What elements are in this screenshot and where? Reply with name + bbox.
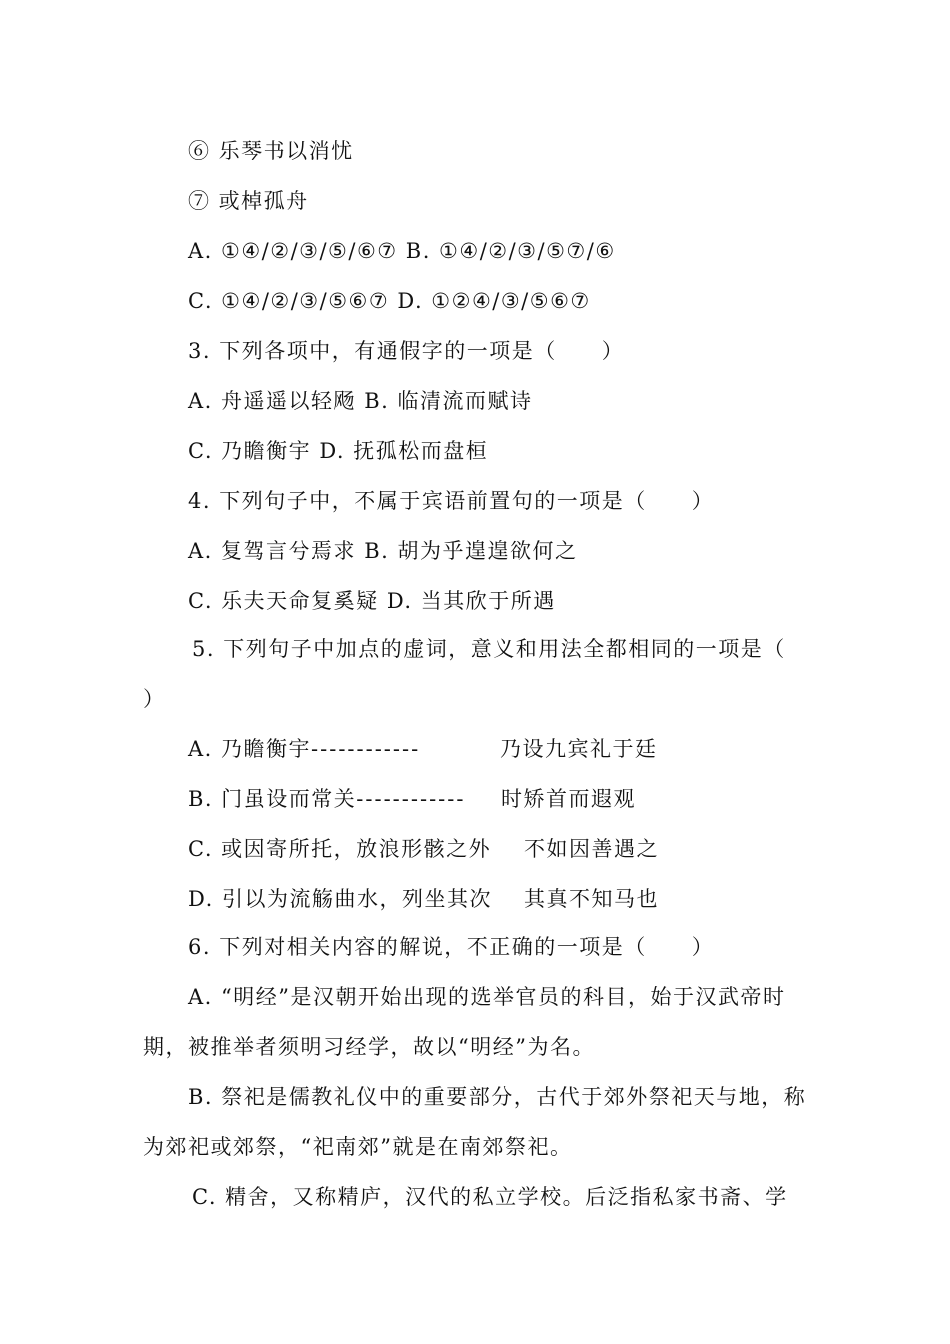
text-line: ⑦ 或棹孤舟 [188, 189, 309, 213]
option-left: B. 门虽设而常关 [188, 787, 357, 811]
text-line: ⑥ 乐琴书以消忧 [188, 139, 354, 163]
question-line: 5. 下列句子中加点的虚词，意义和用法全都相同的一项是（ [192, 637, 786, 661]
question-line: 3. 下列各项中，有通假字的一项是（ ） [188, 339, 625, 363]
option-row [188, 884, 659, 914]
paragraph-line: A. “明经”是汉朝开始出现的选举官员的科目，始于汉武帝时 [188, 985, 786, 1009]
option-right: 不如因善遇之 [524, 837, 659, 861]
option-blank: ------------ [311, 737, 421, 761]
paragraph-line: C. 精舍，又称精庐，汉代的私立学校。后泛指私家书斋、学 [192, 1185, 788, 1209]
option-right: 乃设九宾礼于廷 [500, 737, 658, 761]
option-row [188, 734, 658, 764]
question-line: 6. 下列对相关内容的解说，不正确的一项是（ ） [188, 935, 715, 959]
option-row [188, 784, 636, 814]
option-right: 其真不知马也 [524, 887, 659, 911]
option-line: A. 复驾言兮焉求 B. 胡为乎遑遑欲何之 [188, 539, 578, 563]
option-left: A. 乃瞻衡宇 [188, 737, 312, 761]
option-line: A. 舟遥遥以轻飏 B. 临清流而赋诗 [188, 389, 533, 413]
paragraph-line: 期，被推举者须明习经学，故以“明经”为名。 [143, 1035, 595, 1059]
option-left: C. 或因寄所托，放浪形骸之外 [188, 837, 492, 861]
option-blank: ------------ [356, 787, 466, 811]
option-row [188, 834, 659, 864]
question-line: 4. 下列句子中，不属于宾语前置句的一项是（ ） [188, 489, 715, 513]
option-right: 时矫首而遐观 [501, 787, 636, 811]
paragraph-line: 为郊祀或郊祭，“祀南郊”就是在南郊祭祀。 [143, 1135, 573, 1159]
paragraph-line: B. 祭祀是儒教礼仪中的重要部分，古代于郊外祭祀天与地，称 [188, 1085, 807, 1109]
option-line: A. ①④/②/③/⑤/⑥⑦ B. ①④/②/③/⑤⑦/⑥ [188, 239, 616, 263]
option-line: C. 乐夫天命复奚疑 D. 当其欣于所遇 [188, 589, 556, 613]
option-line: C. 乃瞻衡宇 D. 抚孤松而盘桓 [188, 439, 489, 463]
option-left: D. 引以为流觞曲水，列坐其次 [188, 887, 492, 911]
option-line: C. ①④/②/③/⑤⑥⑦ D. ①②④/③/⑤⑥⑦ [188, 289, 591, 313]
question-line-continued: ） [143, 687, 166, 711]
